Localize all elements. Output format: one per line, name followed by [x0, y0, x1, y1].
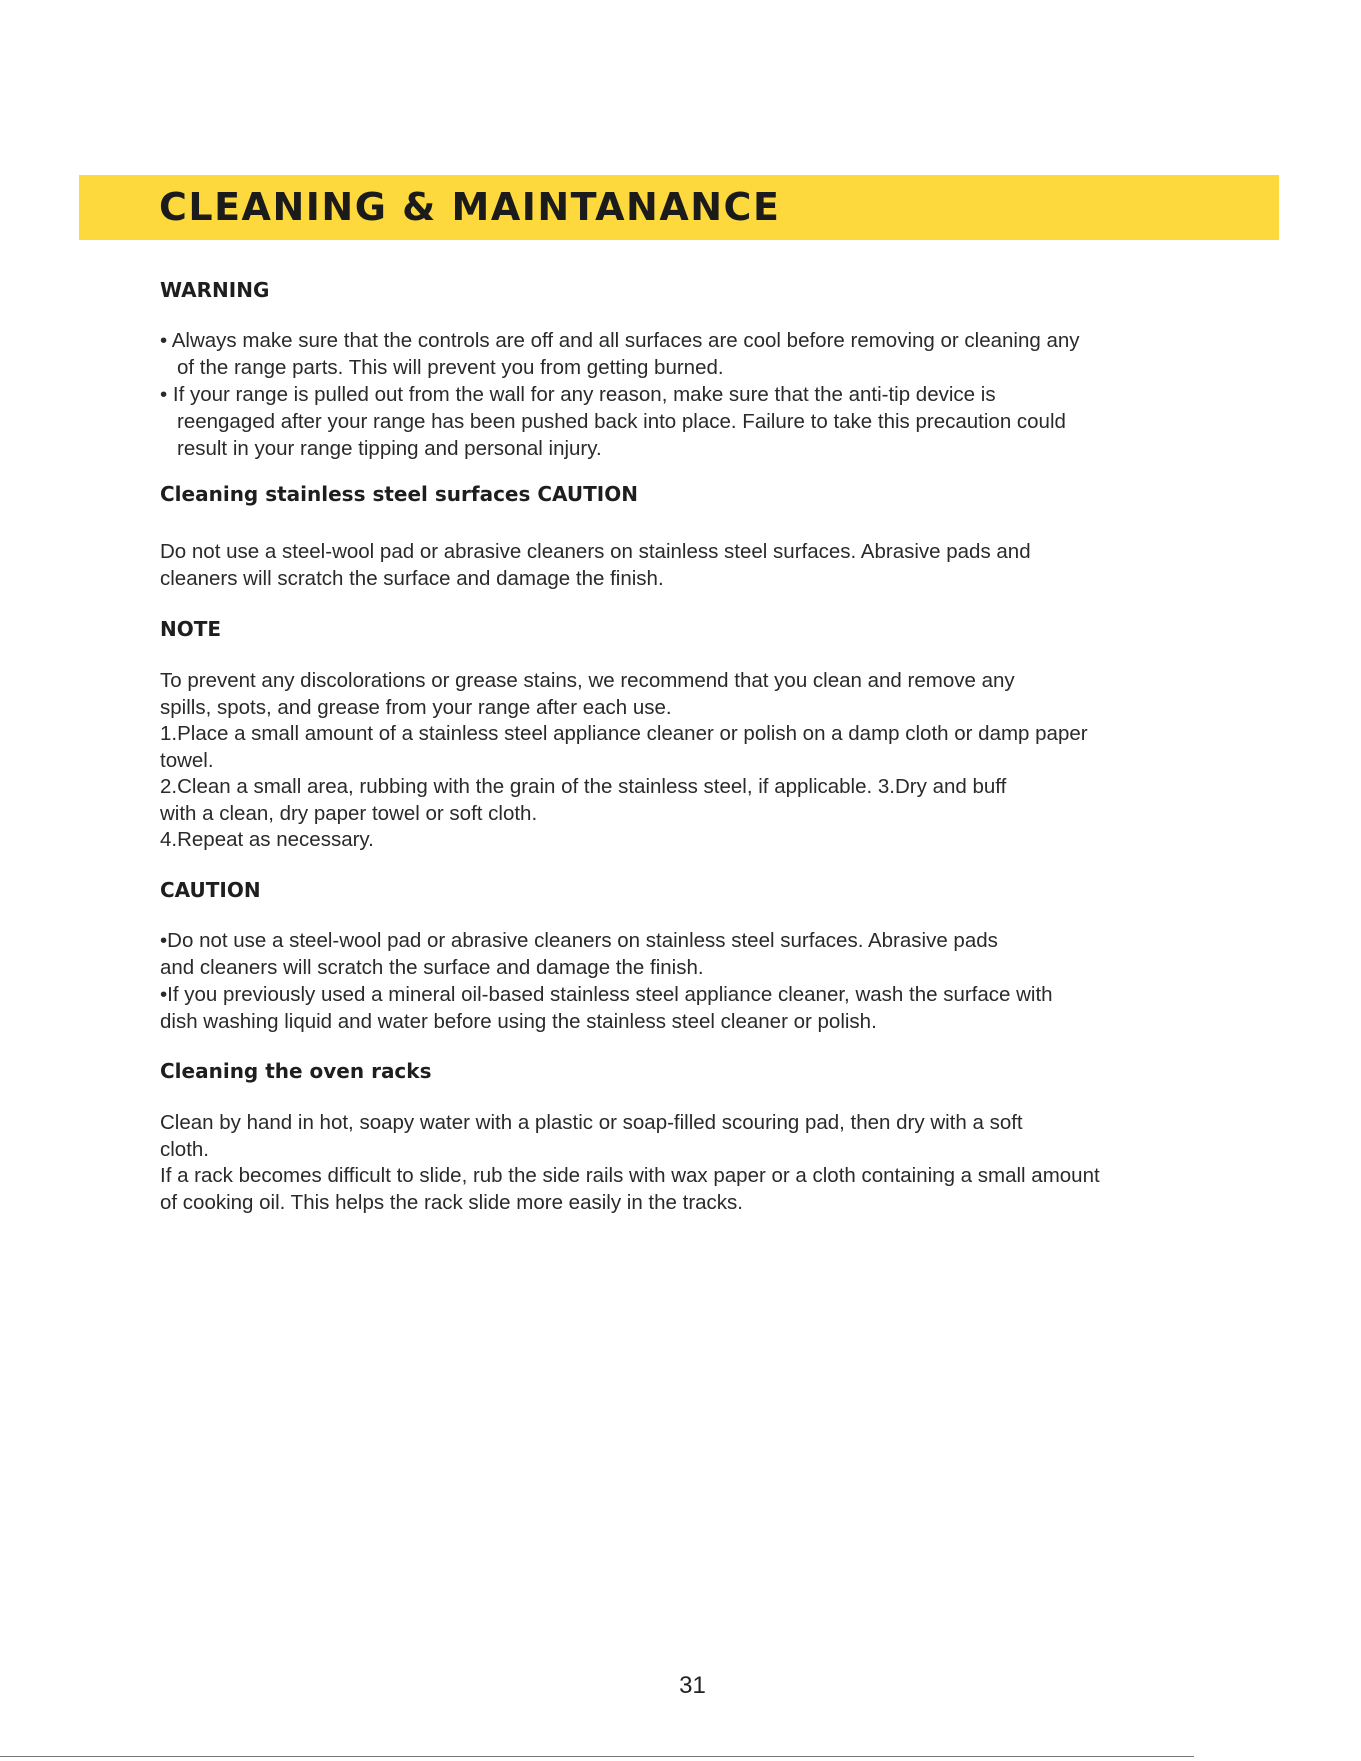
- caution-line: dish washing liquid and water before using the stainless steel cleaner or polish.: [160, 1010, 877, 1033]
- caution-line: •If you previously used a mineral oil-based stainless steel appliance cleaner, wash the surface with: [160, 983, 1053, 1006]
- warning-heading: WARNING: [160, 278, 270, 302]
- warning-line: result in your range tipping and personal injury.: [177, 437, 602, 460]
- stainless-caution-heading: Cleaning stainless steel surfaces CAUTION: [160, 482, 638, 506]
- warning-line: • If your range is pulled out from the wall for any reason, make sure that the anti-tip device is: [160, 383, 996, 406]
- oven-racks-line: of cooking oil. This helps the rack slide more easily in the tracks.: [160, 1191, 743, 1214]
- note-line: To prevent any discolorations or grease stains, we recommend that you clean and remove any: [160, 669, 1015, 692]
- oven-racks-line: If a rack becomes difficult to slide, rub the side rails with wax paper or a cloth containing a small amount: [160, 1164, 1100, 1187]
- page-title: CLEANING & MAINTANANCE: [159, 185, 781, 229]
- oven-racks-heading: Cleaning the oven racks: [160, 1059, 432, 1083]
- caution-line: and cleaners will scratch the surface and damage the finish.: [160, 956, 704, 979]
- oven-racks-line: Clean by hand in hot, soapy water with a plastic or soap-filled scouring pad, then dry with a soft: [160, 1111, 1023, 1134]
- note-line: with a clean, dry paper towel or soft cloth.: [160, 802, 538, 825]
- note-line: towel.: [160, 749, 214, 772]
- stainless-caution-line: Do not use a steel-wool pad or abrasive cleaners on stainless steel surfaces. Abrasive pads and: [160, 540, 1031, 563]
- note-line: 4.Repeat as necessary.: [160, 828, 374, 851]
- warning-line: reengaged after your range has been pushed back into place. Failure to take this precaution could: [177, 410, 1066, 433]
- caution-line: •Do not use a steel-wool pad or abrasive cleaners on stainless steel surfaces. Abrasive pads: [160, 929, 998, 952]
- page-number: 31: [679, 1672, 706, 1699]
- note-line: spills, spots, and grease from your range after each use.: [160, 696, 672, 719]
- note-line: 1.Place a small amount of a stainless steel appliance cleaner or polish on a damp cloth or damp paper: [160, 722, 1088, 745]
- warning-line: of the range parts. This will prevent you from getting burned.: [177, 356, 724, 379]
- note-heading: NOTE: [160, 617, 222, 641]
- note-line: 2.Clean a small area, rubbing with the grain of the stainless steel, if applicable. 3.Dry and buff: [160, 775, 1007, 798]
- section-banner: [79, 175, 1279, 240]
- page-bottom-divider: [0, 1756, 1194, 1757]
- warning-line: • Always make sure that the controls are off and all surfaces are cool before removing or cleaning any: [160, 329, 1080, 352]
- oven-racks-line: cloth.: [160, 1138, 209, 1161]
- caution-heading: CAUTION: [160, 878, 261, 902]
- stainless-caution-line: cleaners will scratch the surface and damage the finish.: [160, 567, 664, 590]
